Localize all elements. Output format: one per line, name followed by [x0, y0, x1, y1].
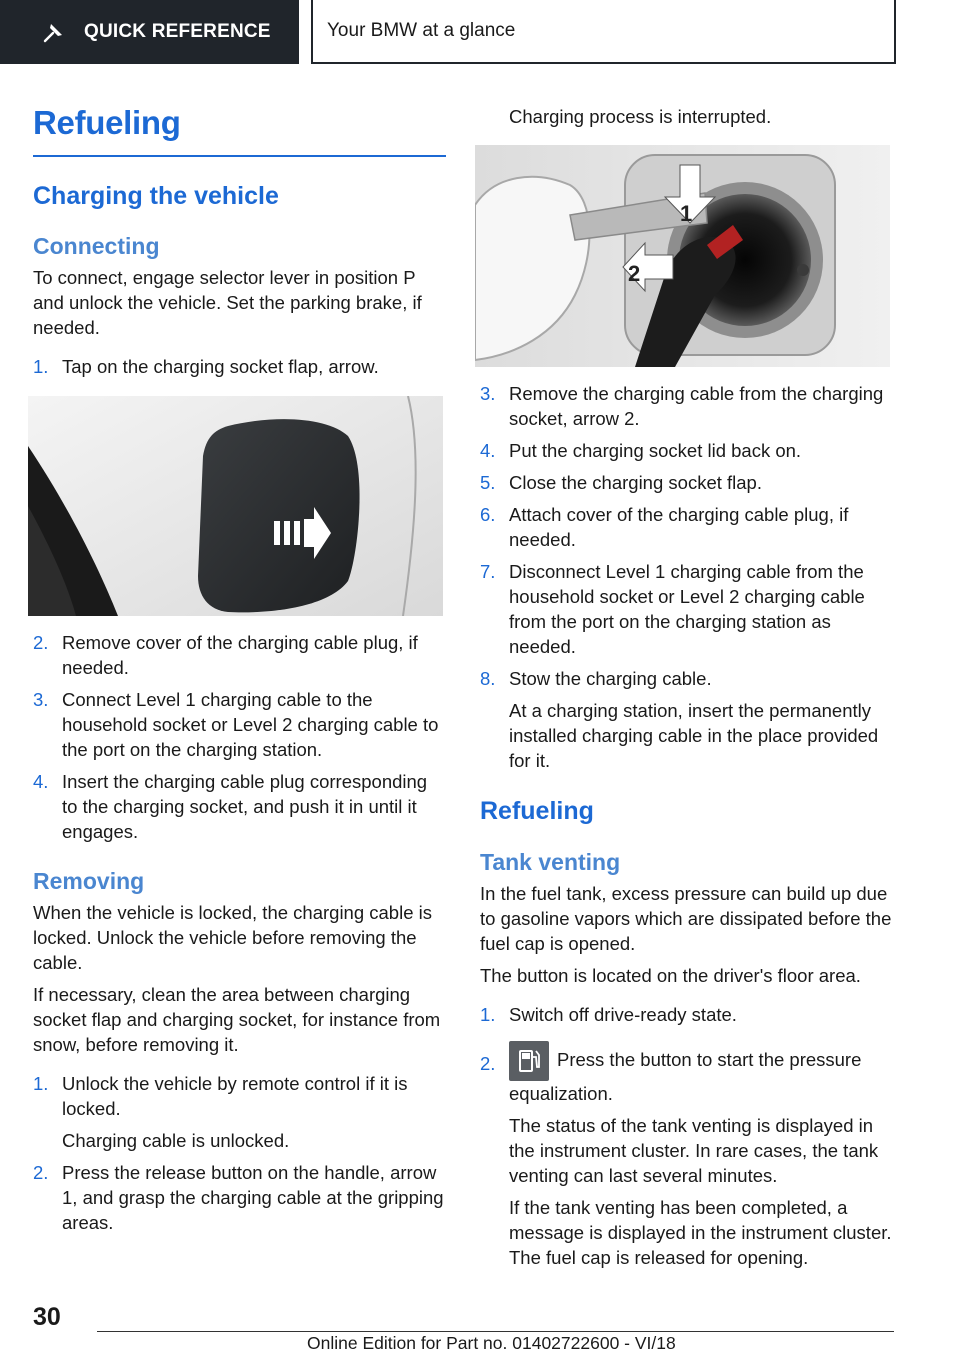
quick-reference-icon	[42, 20, 66, 44]
step-number: 2.	[33, 631, 49, 653]
right-column	[480, 104, 892, 1270]
subheading-connecting: Connecting	[33, 232, 160, 259]
step-number: 7.	[480, 561, 496, 582]
step-number: 6.	[480, 504, 496, 525]
figure-label-2: 2	[628, 261, 641, 286]
list-item	[33, 769, 446, 844]
quick-reference-tab[interactable]	[0, 0, 299, 64]
tank-venting-paragraph-1: In the fuel tank, excess pressure can build up due to gasoline vapors which are dissipated before the fuel cap is opened.	[480, 882, 892, 954]
removing-paragraph-2: If necessary, clean the area between charging socket flap and charging socket, for instance from snow, before removing it.	[33, 984, 441, 1056]
list-item	[33, 687, 446, 762]
footer-edition: Online Edition for Part no. 01402722600 - VI/18	[307, 1333, 676, 1353]
page-number: 30	[33, 1303, 61, 1331]
page-header	[0, 0, 960, 66]
step-number: 5.	[480, 472, 496, 493]
step-text: Connect Level 1 charging cable to the household socket or Level 2 charging cable to the port on the charging station.	[62, 688, 439, 760]
step-number: 2.	[33, 1162, 49, 1184]
step-number: 2.	[480, 1052, 496, 1074]
step-text: Insert the charging cable plug corresponding to the charging socket, and push it in until it engages.	[62, 770, 428, 842]
section-heading-refueling: Refueling	[480, 797, 594, 825]
left-column	[33, 96, 446, 1235]
tank-venting-paragraph-2: The button is located on the driver's floor area.	[480, 964, 861, 986]
step-text: Press the button to start the pressure equalization.	[509, 1048, 862, 1104]
socket-flap-figure	[28, 396, 443, 616]
step-text: Unlock the vehicle by remote control if it is locked.	[62, 1073, 408, 1120]
step-number: 8.	[480, 668, 496, 689]
chapter-title: Your BMW at a glance	[311, 0, 896, 64]
list-item	[33, 1071, 446, 1153]
list-item	[480, 666, 892, 773]
subheading-removing: Removing	[33, 867, 145, 894]
quick-reference-label: QUICK REFERENCE	[84, 21, 271, 42]
list-item	[480, 1041, 892, 1270]
step-text: Attach cover of the charging cable plug, if needed.	[509, 504, 849, 550]
step-number: 4.	[480, 440, 496, 461]
step-number: 1.	[33, 1073, 49, 1095]
step-number: 1.	[33, 355, 49, 377]
continued-text: Charging process is interrupted.	[509, 106, 772, 127]
step-number: 4.	[33, 770, 49, 792]
page-title: Refueling	[33, 96, 446, 157]
step-text: Tap on the charging socket flap, arrow.	[62, 355, 379, 377]
list-item	[33, 354, 446, 379]
tank-venting-button-icon	[509, 1041, 549, 1081]
list-item	[480, 438, 892, 463]
list-item	[33, 1160, 446, 1235]
connecting-intro: To connect, engage selector lever in position P and unlock the vehicle. Set the parking brake, if needed.	[33, 266, 422, 338]
list-item	[480, 470, 892, 495]
list-item	[480, 381, 892, 431]
section-heading-charging: Charging the vehicle	[33, 182, 279, 210]
charging-plug-figure	[475, 145, 890, 367]
figure-label-1: 1	[680, 201, 693, 226]
step-note: At a charging station, insert the permanently installed charging cable in the place provided for it.	[509, 700, 879, 771]
step-text: Remove the charging cable from the charging socket, arrow 2.	[509, 383, 884, 429]
subheading-tank-venting: Tank venting	[480, 848, 621, 875]
step-number: 3.	[33, 688, 49, 710]
step-text: Switch off drive-ready state.	[509, 1003, 737, 1025]
step-text: Stow the charging cable.	[509, 668, 712, 689]
step-text: Remove cover of the charging cable plug, if needed.	[62, 631, 418, 678]
step-text: Press the release button on the handle, arrow 1, and grasp the charging cable at the gripping areas.	[62, 1162, 444, 1234]
step-text: Disconnect Level 1 charging cable from the household socket or Level 2 charging cable from the port on the charging station as needed.	[509, 561, 865, 657]
list-item	[480, 502, 892, 552]
step-note: The status of the tank venting is displayed in the instrument cluster. In rare cases, the tank venting can last several minutes.	[509, 1114, 879, 1186]
footer-divider	[97, 1331, 894, 1332]
step-number: 3.	[480, 383, 496, 404]
step-note: Charging cable is unlocked.	[62, 1130, 290, 1152]
step-number: 1.	[480, 1003, 496, 1025]
list-item	[33, 630, 446, 680]
list-item	[480, 1002, 892, 1027]
step-text: Close the charging socket flap.	[509, 472, 762, 493]
step-text: Put the charging socket lid back on.	[509, 440, 802, 461]
list-item	[480, 559, 892, 659]
step-note: If the tank venting has been completed, a message is displayed in the instrument cluster. The fuel cap is released for opening.	[509, 1196, 892, 1268]
removing-paragraph-1: When the vehicle is locked, the charging cable is locked. Unlock the vehicle before removing the cable.	[33, 902, 432, 974]
